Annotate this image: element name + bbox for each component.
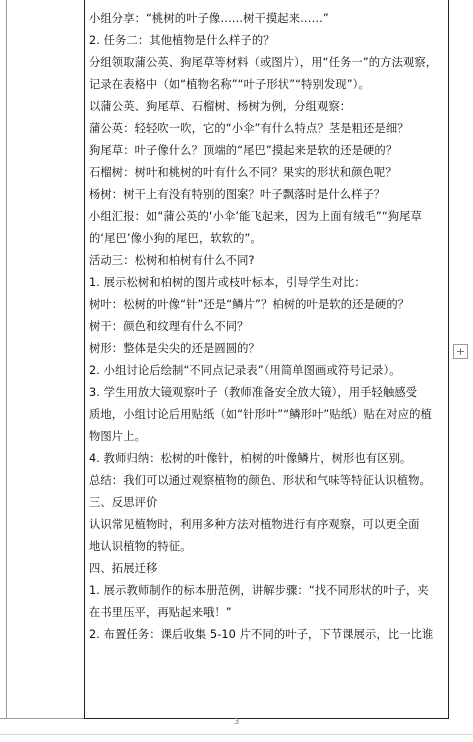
left-margin-rule bbox=[6, 0, 7, 718]
text-line: 树叶：松树的叶像“针”还是“鳞片”？柏树的叶是软的还是硬的？ bbox=[89, 298, 410, 311]
text-line: 分组领取蒲公英、狗尾草等材料（或图片），用“任务一”的方法观察， bbox=[89, 56, 438, 69]
text-line: 杨树：树干上有没有特别的图案？叶子飘落时是什么样子？ bbox=[89, 188, 386, 201]
activity-heading: 活动三：松树和柏树有什么不同? bbox=[89, 254, 255, 267]
section-heading: 三、反思评价 bbox=[89, 496, 158, 509]
text-line: 小组汇报：如“蒲公英的‘小伞’能飞起来，因为上面有绒毛”“狗尾草 bbox=[89, 210, 422, 223]
lesson-content bbox=[89, 8, 445, 646]
text-line: 地认识植物的特征。 bbox=[89, 540, 192, 553]
text-line: 质地，小组讨论后用贴纸（如“针形叶”“鳞形叶”贴纸）贴在对应的植 bbox=[89, 408, 432, 421]
text-line: 树干：颜色和纹理有什么不同？ bbox=[89, 320, 249, 333]
section-heading: 四、拓展迁移 bbox=[89, 562, 158, 575]
text-line: 树形：整体是尖尖的还是圆圆的？ bbox=[89, 342, 260, 355]
text-line: 2. 小组讨论后绘制“不同点记录表”（用简单图画或符号记录）。 bbox=[89, 364, 401, 377]
text-line: 在书里压平，再贴起来哦！” bbox=[89, 606, 232, 619]
text-line: 记录在表格中（如“植物名称”“叶子形状”“特别发现”）。 bbox=[89, 78, 370, 91]
text-line: 4. 教师归纳：松树的叶像针，柏树的叶像鳞片，树形也有区别。 bbox=[89, 452, 412, 465]
text-line: 3. 学生用放大镜观察叶子（教师准备安全放大镜），用手轻触感受 bbox=[89, 386, 418, 399]
text-line: 蒲公英：轻轻吹一吹，它的“小伞”有什么特点？茎是粗还是细？ bbox=[89, 122, 409, 135]
text-line: 总结：我们可以通过观察植物的颜色、形状和气味等特征认识植物。 bbox=[89, 474, 431, 487]
text-line: 认识常见植物时，利用多种方法对植物进行有序观察，可以更全面 bbox=[89, 518, 420, 531]
text-line: 1. 展示教师制作的标本册范例，讲解步骤：“找不同形状的叶子，夹 bbox=[89, 584, 429, 597]
page-footer-rule bbox=[0, 734, 473, 735]
text-line: 小组分享：“桃树的叶子像……树干摸起来……” bbox=[89, 12, 329, 25]
page-number: 3 bbox=[233, 717, 240, 726]
text-line: 2. 任务二：其他植物是什么样子的？ bbox=[89, 34, 275, 47]
text-line: 狗尾草：叶子像什么？顶端的“尾巴”摸起来是软的还是硬的？ bbox=[89, 144, 398, 157]
text-line: 的‘尾巴’像小狗的尾巴，软软的”。 bbox=[89, 232, 262, 245]
add-row-button[interactable]: + bbox=[453, 344, 468, 359]
text-line: 石榴树：树叶和桃树的叶有什么不同？果实的形状和颜色呢？ bbox=[89, 166, 397, 179]
text-line: 以蒲公英、狗尾草、石榴树、杨树为例，分组观察： bbox=[89, 100, 352, 113]
text-line: 1. 展示松树和柏树的图片或枝叶标本，引导学生对比： bbox=[89, 276, 366, 289]
text-line: 2. 布置任务：课后收集 5-10 片不同的叶子，下节课展示，比一比谁 bbox=[89, 628, 434, 641]
text-line: 物图片上。 bbox=[89, 430, 146, 443]
